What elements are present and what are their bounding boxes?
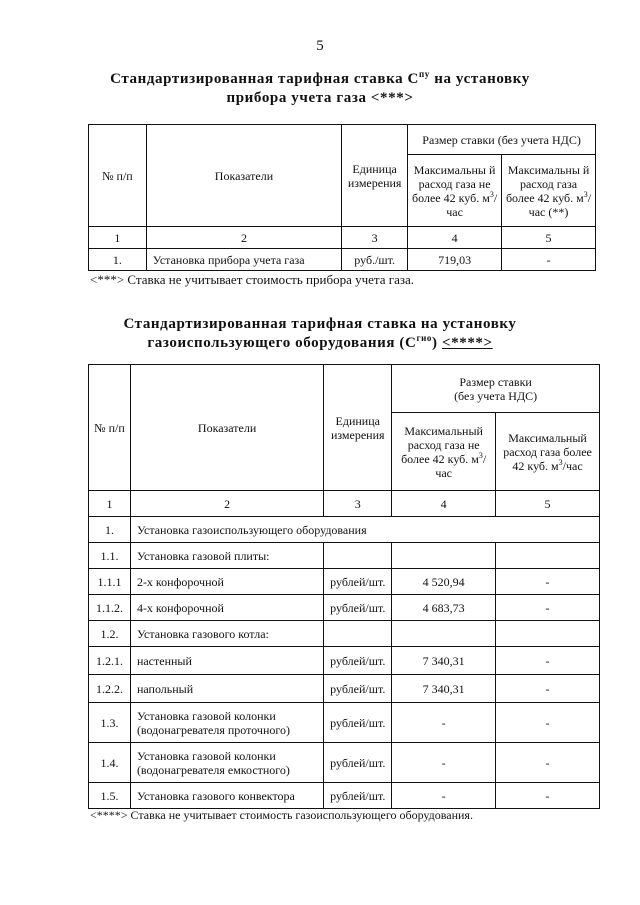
column-number-row: 1 2 3 4 5 <box>89 227 596 249</box>
header-max-le42: Максимальны й расход газа не более 42 куб. $м^3$/час <box>408 155 502 227</box>
header-max-le42: Максимальный расход газа не более 42 куб. $м^3$/час <box>392 413 496 491</box>
header-indicator: Показатели <box>146 125 341 227</box>
section2-note: <****> Ставка не учитывает стоимость газоиспользующего оборудования. <box>90 808 473 822</box>
header-unit: Единица измерения <box>324 365 392 491</box>
header-unit: Единица измерения <box>342 125 408 227</box>
header-max-gt42: Максимальны й расход газа более 42 куб. $м^3$/час (**) <box>502 155 596 227</box>
table-row: 1.4. Установка газовой колонки (водонагревателя емкостного) рублей/шт. - - <box>89 743 600 783</box>
table-row: 1.2. Установка газового котла: <box>89 621 600 647</box>
table-row: 1.2.2. напольный рублей/шт. 7 340,31 - <box>89 675 600 703</box>
header-max-gt42: Максимальный расход газа более 42 куб. $м^3$/час <box>496 413 600 491</box>
header-num: № п/п <box>89 125 147 227</box>
table-row: 1.1.1 2-х конфорочной рублей/шт. 4 520,94 - <box>89 569 600 595</box>
header-rate-size: Размер ставки (без учета НДС) <box>392 365 600 413</box>
table-row: 1.1. Установка газовой плиты: <box>89 543 600 569</box>
table-row: 1.2.1. настенный рублей/шт. 7 340,31 - <box>89 647 600 675</box>
table-row: 1.5. Установка газового конвектора рублей/шт. - - <box>89 783 600 809</box>
section1-title: Стандартизированная тарифная ставка $С^{пу}$ на установку прибора учета газа <***> <box>110 69 530 106</box>
table-row: 1. Установка прибора учета газа руб./шт. 719,03 - <box>89 249 596 271</box>
header-rate-size: Размер ставки (без учета НДС) <box>408 125 596 155</box>
page-number: 5 <box>316 38 324 54</box>
table-meter-install <box>88 124 596 271</box>
section1-note: <***> Ставка не учитывает стоимость прибора учета газа. <box>90 272 415 287</box>
table-row: 1. Установка газоиспользующего оборудования <box>89 517 600 543</box>
table-gas-equipment-install <box>88 364 600 809</box>
section2-title: Стандартизированная тарифная ставка на установку газоиспользующего оборудования $(С^{гио})$ <****> <box>123 316 517 351</box>
header-indicator: Показатели <box>130 365 323 491</box>
table-row: 1.3. Установка газовой колонки (водонагревателя проточного) рублей/шт. - - <box>89 703 600 743</box>
table-row: 1.1.2. 4-х конфорочной рублей/шт. 4 683,73 - <box>89 595 600 621</box>
header-num: № п/п <box>89 365 131 491</box>
column-number-row: 1 2 3 4 5 <box>89 491 600 517</box>
